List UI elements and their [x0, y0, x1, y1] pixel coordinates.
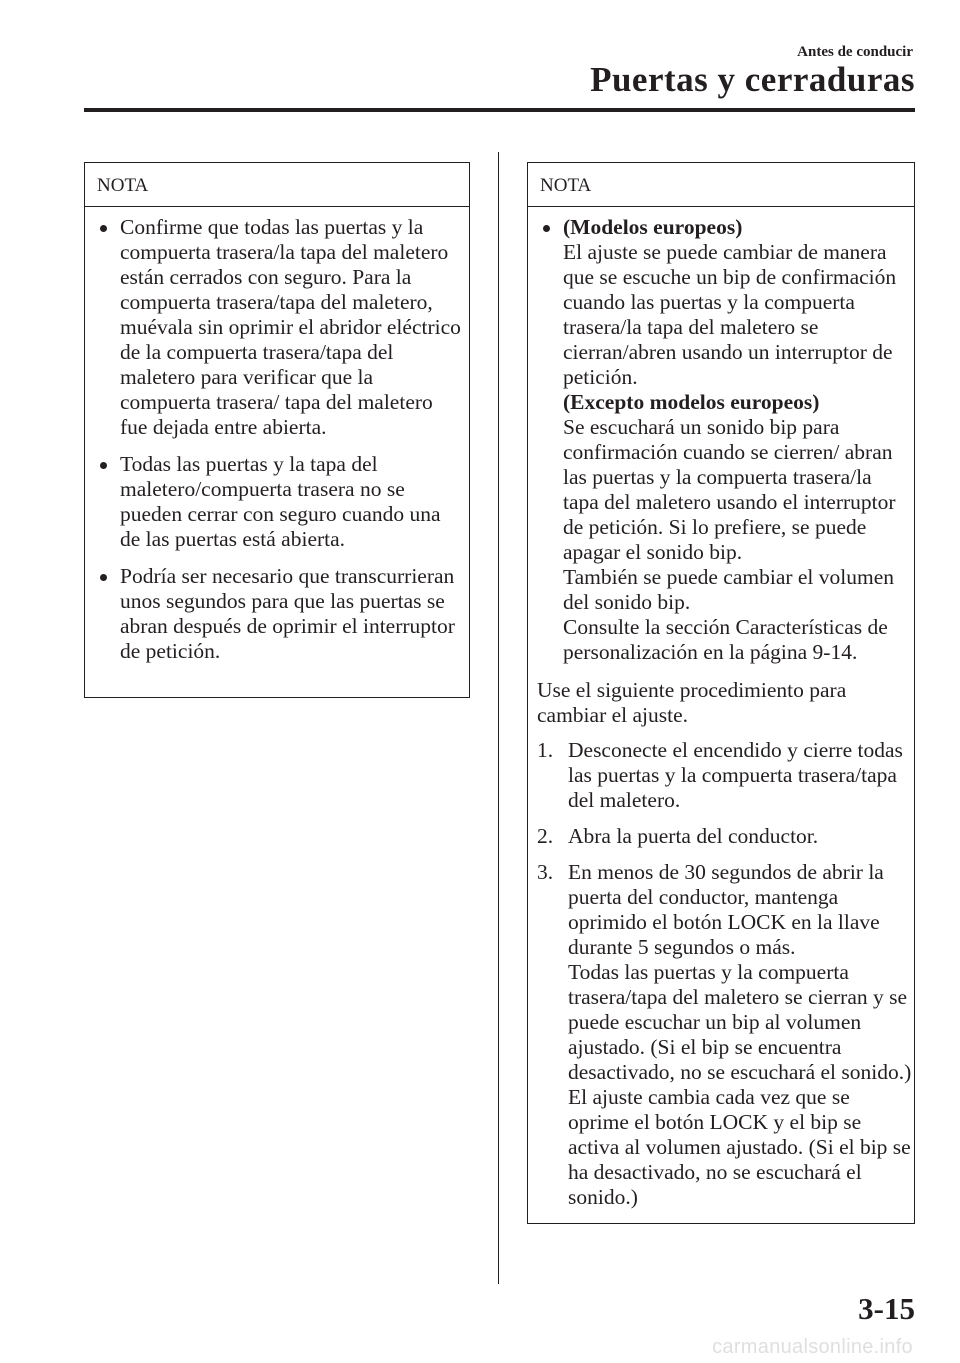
non-european-heading: (Excepto modelos europeos)	[563, 390, 820, 414]
watermark: carmanualsonline.info	[712, 1336, 913, 1358]
reference-text: Consulte la sección Características de personalización en la página 9-14.	[563, 615, 888, 664]
step-item	[537, 860, 912, 1210]
step-detail: Todas las puertas y la compuerta trasera/tapa del maletero se cierran y se puede escuchar un bip al volumen ajustado. (Si el bip se encuentra desactivado, no se escuchará el sonido.) El ajuste cambia cada vez que se oprime el botón LOCK y el bip se activa al volumen ajustado. (Si el bip se ha desactivado, no se escuchará el sonido.)	[568, 960, 912, 1209]
bullet-icon	[543, 225, 550, 232]
step-text: Desconecte el encendido y cierre todas las puertas y la compuerta trasera/tapa del maletero.	[568, 738, 903, 812]
bullet-icon	[100, 225, 107, 232]
note-label: NOTA	[528, 163, 914, 207]
list-item	[98, 215, 463, 440]
list-item	[541, 215, 908, 665]
non-european-text: Se escuchará un sonido bip para confirmación cuando se cierren/ abran las puertas y la compuerta trasera/la tapa del maletero usando el interruptor de petición. Si lo prefiere, se puede apagar el sonido bip.	[563, 415, 896, 564]
header-rule	[84, 108, 915, 112]
list-item	[98, 564, 463, 664]
bullet-icon	[100, 462, 107, 469]
step-number: 2.	[537, 824, 554, 848]
note-label: NOTA	[85, 163, 469, 207]
step-item	[537, 824, 912, 849]
column-divider	[498, 152, 499, 1284]
step-item	[537, 738, 912, 813]
section-header: Antes de conducir	[797, 44, 913, 60]
bullet-text: Podría ser necesario que transcurrieran unos segundos para que las puertas se abran después de oprimir el interruptor de petición.	[120, 564, 455, 663]
step-text: Abra la puerta del conductor.	[568, 824, 819, 848]
european-text: El ajuste se puede cambiar de manera que se escuche un bip de confirmación cuando las puertas y la compuerta trasera/la tapa del maletero se cierran/abren usando un interruptor de petición.	[563, 240, 897, 389]
bullet-text: Confirme que todas las puertas y la compuerta trasera/la tapa del maletero están cerrados con seguro. Para la compuerta trasera/tapa del maletero, muévala sin oprimir el abridor eléctrico de la compuerta trasera/tapa del maletero para verificar que la compuerta trasera/ tapa del maletero fue dejada entre abierta.	[120, 215, 461, 439]
procedure-intro: Use el siguiente procedimiento para cambiar el ajuste.	[537, 678, 847, 727]
note-items	[85, 207, 469, 664]
left-note-box	[84, 162, 470, 698]
bullet-icon	[100, 574, 107, 581]
step-number: 1.	[537, 738, 554, 762]
step-text: En menos de 30 segundos de abrir la puerta del conductor, mantenga oprimido el botón LOCK en la llave durante 5 segundos o más.	[568, 860, 884, 959]
procedure-steps	[537, 738, 912, 1221]
page-number: 3-15	[858, 1291, 915, 1326]
bullet-text: Todas las puertas y la tapa del maletero/compuerta trasera no se pueden cerrar con seguro cuando una de las puertas está abierta.	[120, 452, 441, 551]
volume-text: También se puede cambiar el volumen del sonido bip.	[563, 565, 895, 614]
list-item	[98, 452, 463, 552]
step-number: 3.	[537, 860, 554, 884]
page-title: Puertas y cerraduras	[590, 60, 915, 99]
note-items	[528, 207, 914, 665]
european-heading: (Modelos europeos)	[563, 215, 743, 239]
